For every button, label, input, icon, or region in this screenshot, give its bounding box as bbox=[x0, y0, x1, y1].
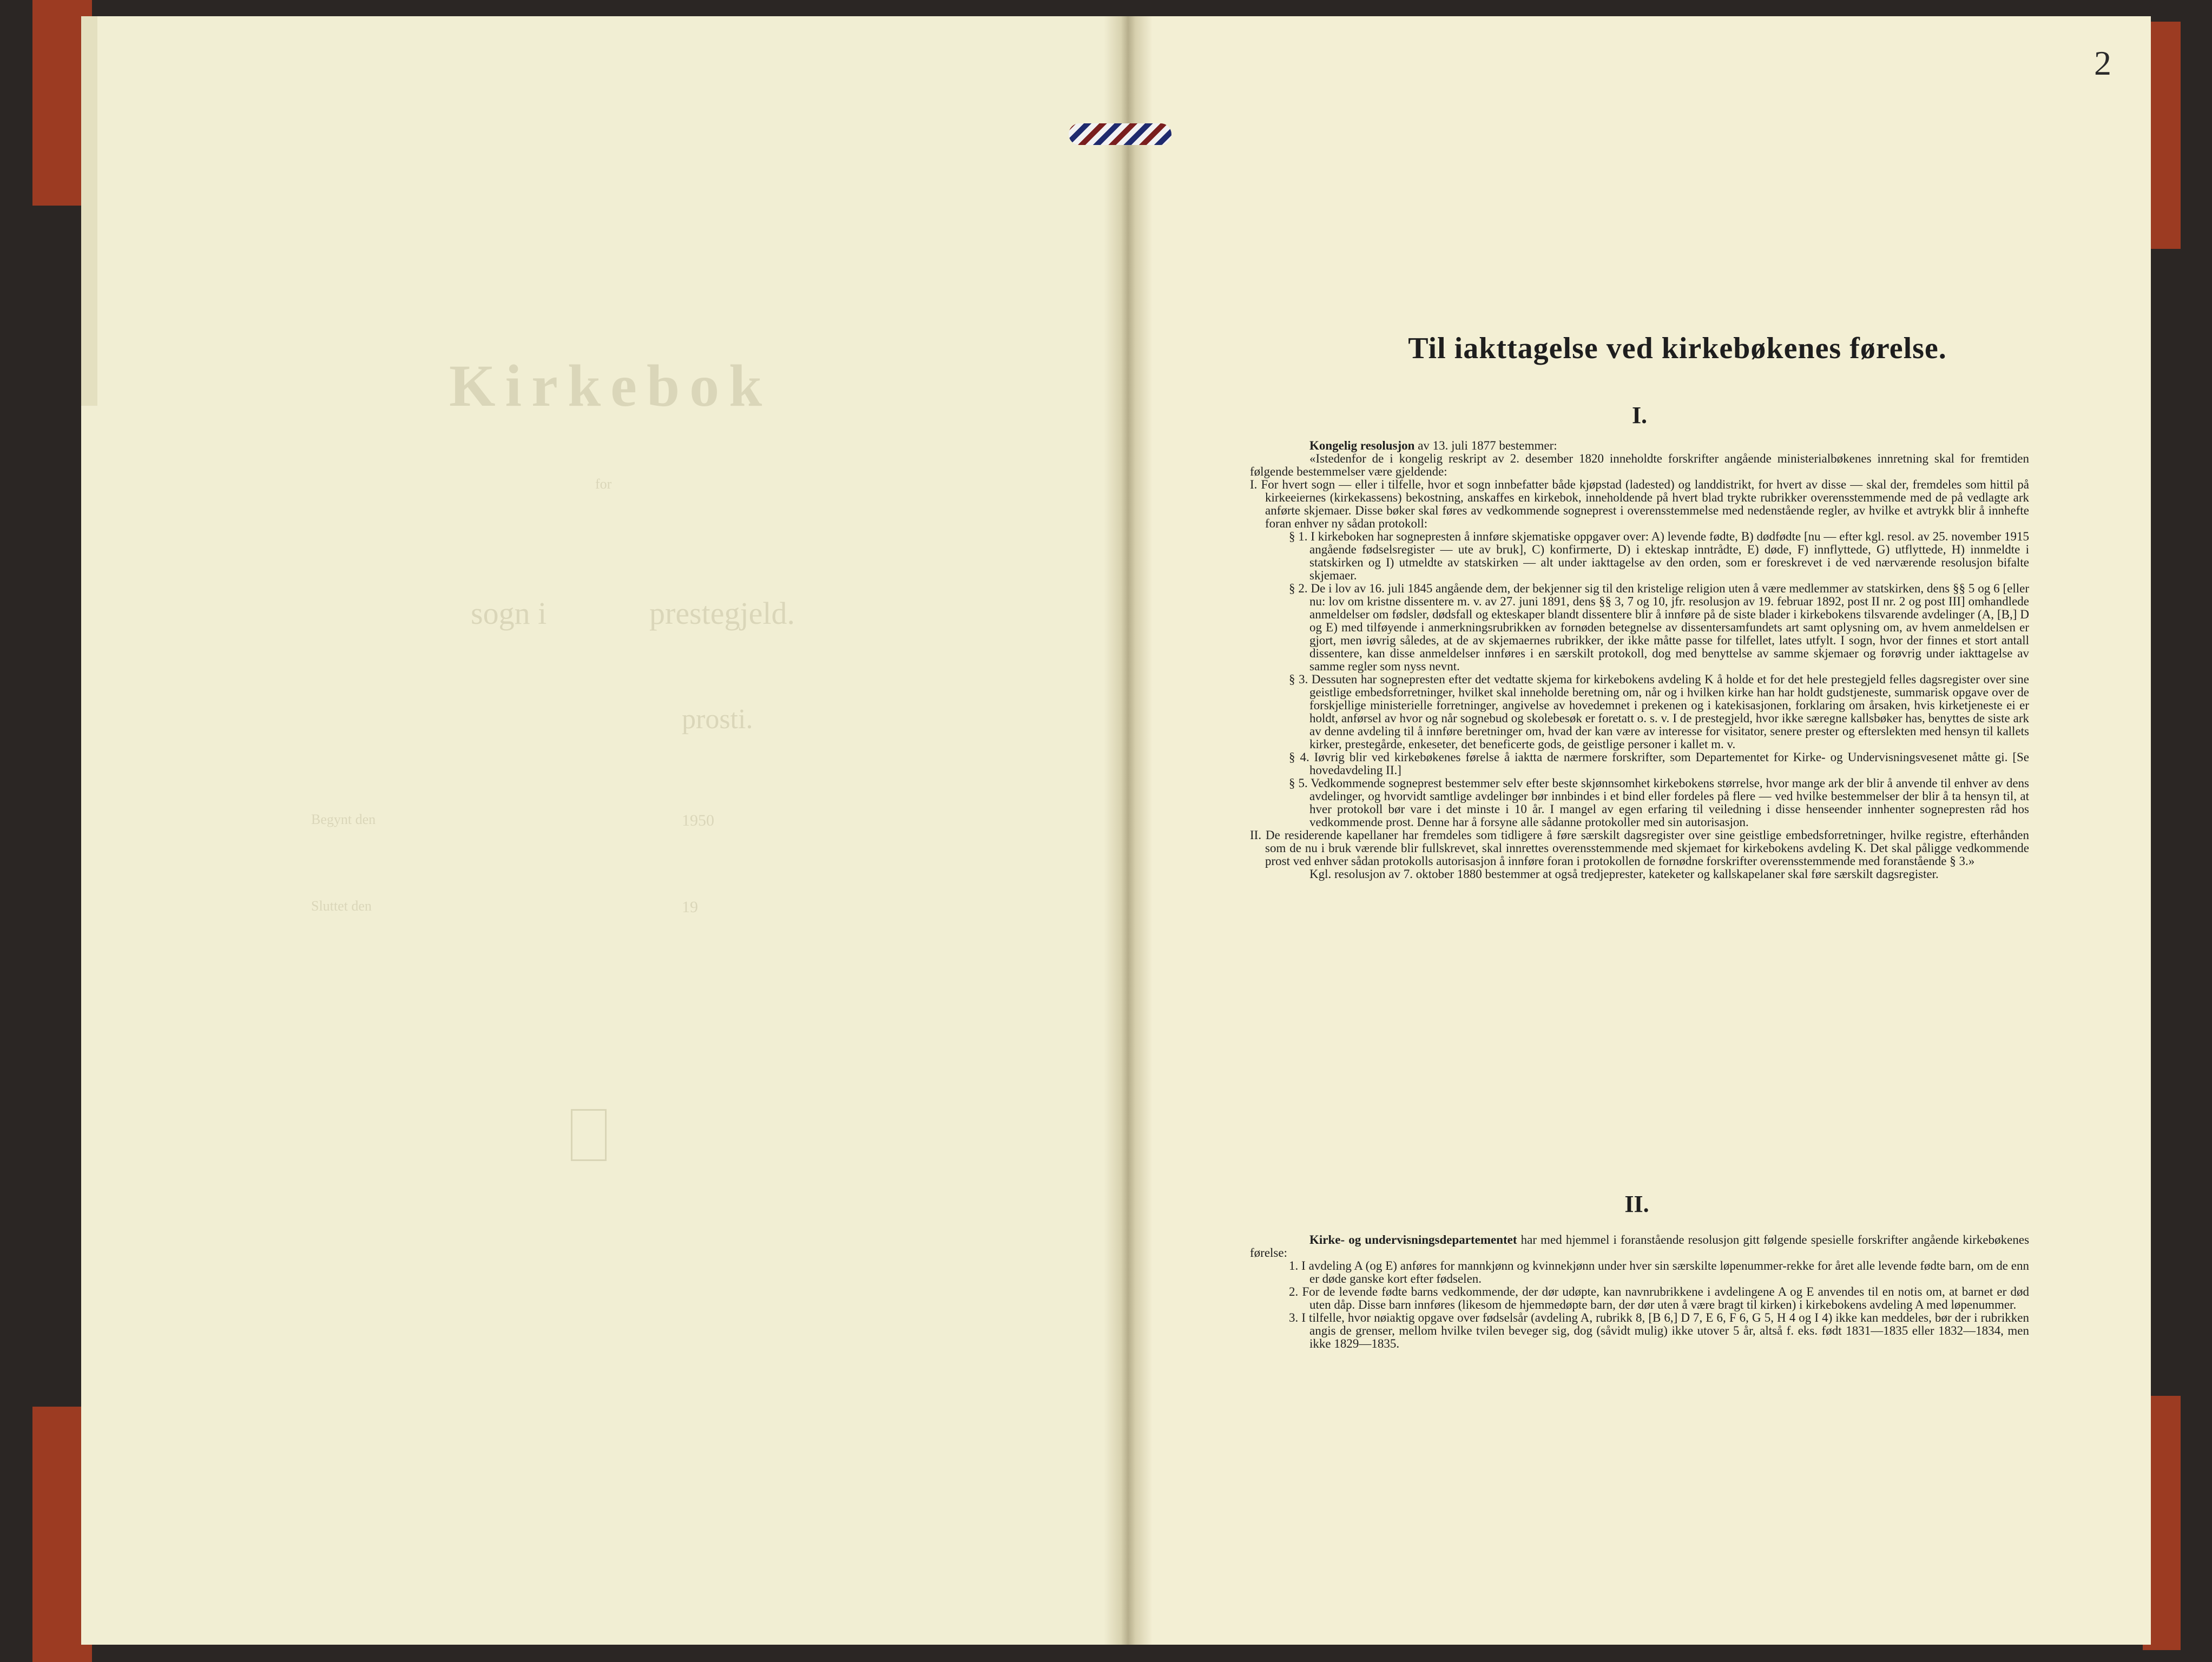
paragraph-5: § 5. Vedkommende sogneprest bestemmer selv efter beste skjønnsomhet kirkebokens størrelse, hvor mange ark der blir å anvende til enhver av dens avdelinger, og hvorvidt samtlige avdelinger bør innbindes i et bind eller fordeles på flere — ved hvilke bestemmelser der blir å ta hensyn til, at hver protokoll bør vare i det minste i 10 år. I mangel av egen erfaring til veiledning i disse henseender innhenter sognepresten råd hos vedkommende prost. Denne har å forsyne alle sådanne protokoller med sin autorisasjon. bbox=[1289, 776, 2029, 829]
intro-bold-2: Kirke- og undervisningsdepartementet bbox=[1309, 1233, 1517, 1246]
page-edge-strip bbox=[81, 16, 97, 406]
rule-item-2: 2. For de levende fødte barns vedkommende, der dør udøpte, kan navnrubrikkene i avdelingene A og E anvendes til en notis om, at barnet er død uten dåp. Disse barn innføres (likesom de hjemmedøpte barn, der dør uten å være bragt til kirken) i kirkebokens avdeling A med løpenummer. bbox=[1289, 1285, 2029, 1311]
rule-item-1: 1. I avdeling A (og E) anføres for mannkjønn og kvinnekjønn under hver sin særskilte løpenummer-rekke for året alle levende fødte barn, om de enn er døde ganske kort efter fødselen. bbox=[1289, 1259, 2029, 1285]
paragraph-3: § 3. Dessuten har sognepresten efter det vedtatte skjema for kirkebokens avdeling K å holde et for det hele prestegjeld felles dagsregister over sine geistlige embedsforretninger, hvilket skal inneholde beretning om, når og i hvilken kirke han har holdt gudstjeneste, summarisk opgave over de forskjellige ministerielle forretninger, angivelse av hovedemnet i prekenen og i katekisasjonen, forklaring om årsaken, hvis kirketjeneste ei er holdt, anførsel av hvor og når sognebud og skolebesøk er foretatt o. s. v. I de prestegjeld, hvor ikke særegne kallsbøker has, benyttes de siste ark av denne avdeling til å innføre beretninger om, hvad der kan være av interesse for visitator, senere prester og efterslekten med hensyn til kallets kirker, prestegårde, enkeseter, det beneficerte gods, de geistlige personer i kallet m. v. bbox=[1289, 672, 2029, 751]
section-heading-1: I. bbox=[1631, 402, 1648, 428]
ghost-line: sogn i bbox=[471, 596, 547, 631]
intro-bold: Kongelig resolusjon bbox=[1309, 439, 1415, 452]
section-1-body bbox=[1250, 439, 2029, 881]
ghost-line: Begynt den bbox=[311, 812, 376, 827]
ghost-title: Kirkebok bbox=[449, 353, 772, 419]
ghost-line: Sluttet den bbox=[311, 898, 372, 914]
ghost-line: prestegjeld. bbox=[649, 596, 795, 631]
binding-thread bbox=[1069, 123, 1171, 145]
paragraph-4: § 4. Iøvrig blir ved kirkebøkenes førelse å iaktta de nærmere forskrifter, som Departementet for Kirke- og Undervisningsvesenet måtte gi. [Se hovedavdeling II.] bbox=[1289, 750, 2029, 777]
quote-paragraph: «Istedenfor de i kongelig reskript av 2. desember 1820 inneholdte forskrifter angående ministerialbøkenes innretning skal for fremtiden følgende bestemmelser være gjeldende: bbox=[1250, 452, 2029, 478]
ghost-line: prosti. bbox=[682, 704, 753, 735]
page-title: Til iakttagelse ved kirkebøkenes førelse. bbox=[1408, 332, 1947, 365]
ghost-line: 19 bbox=[682, 898, 698, 916]
rule-item-3: 3. I tilfelle, hvor nøiaktig opgave over fødselsår (avdeling A, rubrikk 8, [B 6,] D 7, E 6, F 6, G 5, H 4 og I 4) ikke kan meddeles, bør der i rubrikken angis de grenser, mellom hvilke tvilen beveger sig, dog (såvidt mulig) ikke utover 5 år, altså f. eks. født 1831—1835 eller 1832—1834, men ikke 1829—1835. bbox=[1289, 1311, 2029, 1350]
page-number: 2 bbox=[2094, 44, 2111, 82]
ghost-line: 1950 bbox=[682, 812, 714, 829]
item-II: II. De residerende kapellaner har fremdeles som tidligere å føre særskilt dagsregister over sine geistlige embedsforretninger, hvilke registre, efterhånden som de nu i bruk værende blir fullskrevet, skal innrettes overensstemmende med skjemaet for kirkebokens avdeling K. Det skal påligge vedkommende prost ved enhver sådan protokolls autorisasjon å innføre foran i protokollen de fornødne forskrifter overensstemmende med foranstående § 3.» bbox=[1250, 828, 2029, 868]
ghost-line: for bbox=[595, 476, 612, 492]
closing-paragraph: Kgl. resolusjon av 7. oktober 1880 bestemmer at også tredjeprester, kateketer og kallskapelaner skal føre særskilt dagsregister. bbox=[1309, 867, 1939, 881]
book-gutter bbox=[1104, 16, 1153, 1645]
publisher-stamp bbox=[571, 1109, 607, 1161]
paragraph-1: § 1. I kirkeboken har sognepresten å innføre skjematiske oppgaver over: A) levende fødte, B) dødfødte [nu — efter kgl. resol. av 25. november 1915 angående fødselsregister — ute av bruk], C) konfirmerte, D) i ekteskap inntrådte, E) døde, F) innflyttede, G) utflyttede, H) innmeldte i statskirken og I) utmeldte av statskirken — alt under iakttagelse av den orden, som er foreskrevet i de ved nærværende resolusjon bifalte skjemaer. bbox=[1289, 530, 2029, 582]
intro-rest: av 13. juli 1877 bestemmer: bbox=[1418, 439, 1557, 452]
intro-rest-2: har med hjemmel i foranstående resolusjon gitt følgende spesielle forskrifter angående kirkebøkenes førelse: bbox=[1250, 1233, 2030, 1259]
left-page bbox=[81, 16, 1120, 1645]
section-2-body bbox=[1250, 1234, 2029, 1350]
item-I: I. For hvert sogn — eller i tilfelle, hvor et sogn innbefatter både kjøpstad (ladested) og landdistrikt, for hvert av disse — skal der, fremdeles som hittil på kirkeeiernes (kirkekassens) bekostning, anskaffes en kirkebok, inneholdende på hvert blad trykte rubrikker overensstemmende med de på vedlagte ark anførte skjemaer. Disse bøker skal føres av vedkommende sogneprest i overensstemmelse med nedenstående regler, av hvilke et avtrykk blir å innhefte foran enhver ny sådan protokoll: bbox=[1250, 478, 2029, 530]
paragraph-2: § 2. De i lov av 16. juli 1845 angående dem, der bekjenner sig til den kristelige religion uten å være medlemmer av statskirken, dens §§ 5 og 6 [eller nu: lov om kristne dissentere m. v. av 27. juni 1891, dens §§ 3, 7 og 10, jfr. resolusjon av 19. februar 1892, post II nr. 2 og post III] omhandlede anmeldelser om fødsler, dødsfall og ekteskaper blandt dissentere blir å innføre på de siste blader i kirkebokens tilsvarende avdelinger (A, [B,] D og E) med tilføyende i anmerkningsrubrikken av fornøden betegnelse av dissentersamfundets art samt oplysning om, av hvem anmeldelsen er gjort, men iøvrig således, at de av skjemaernes rubrikker, der ikke måtte passe for tilfellet, lates utfylt. I sogn, hvor der finnes et stort antall dissentere, kan disse anmeldelser innføres i en særskilt protokoll, dog med benyttelse av samme skjemaer og forøvrig under iakttagelse av samme regler som nyss nevnt. bbox=[1289, 582, 2029, 673]
section-heading-2: II. bbox=[1624, 1191, 1649, 1217]
